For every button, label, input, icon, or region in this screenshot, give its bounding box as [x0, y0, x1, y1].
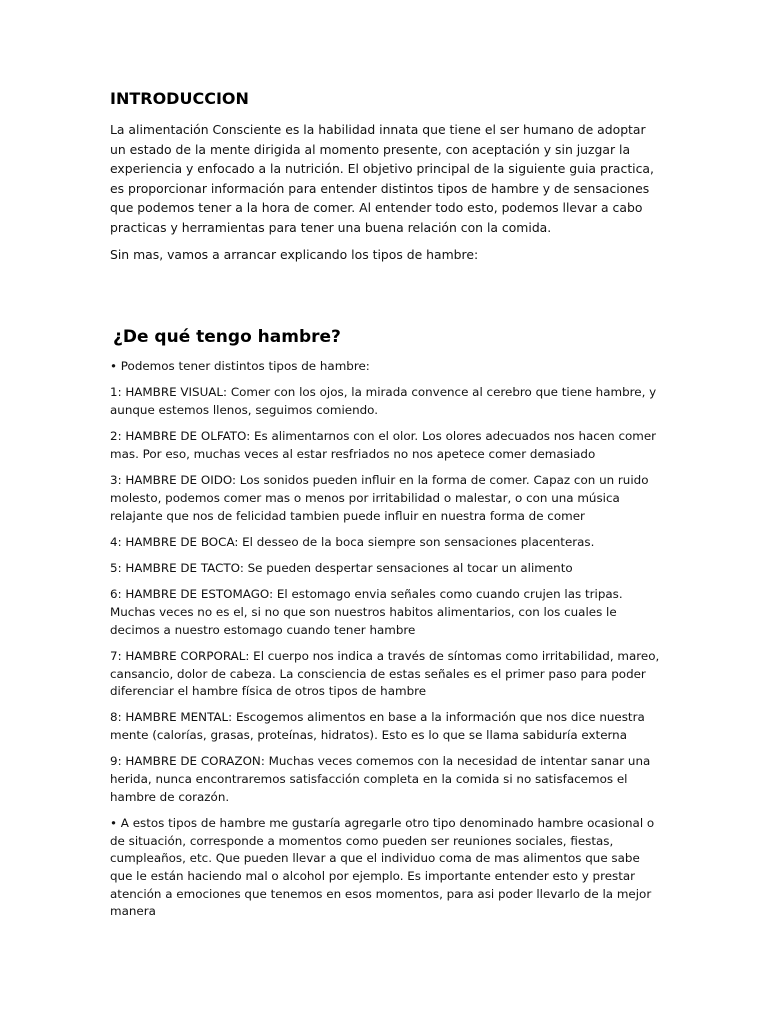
hunger-type-item: 7: HAMBRE CORPORAL: El cuerpo nos indica a través de síntomas como irritabilidad, mareo, cansancio, dolor de cabeza. La consciencia de estas señales es el primer paso para poder diferenciar el hambre física de otros tipos de hambre — [110, 648, 660, 699]
hunger-type-item: 8: HAMBRE MENTAL: Escogemos alimentos en base a la información que nos dice nuestra mente (calorías, grasas, proteínas, hidratos). Esto es lo que se llama sabiduría externa — [110, 710, 645, 743]
hunger-type-item: 2: HAMBRE DE OLFATO: Es alimentarnos con el olor. Los olores adecuados nos hacen comer mas. Por eso, muchas veces al estar resfriados no nos apetece comer demasiado — [110, 429, 657, 461]
hunger-type-item: 9: HAMBRE DE CORAZON: Muchas veces comemos con la necesidad de intentar sanar una herida, nunca encontraremos satisfacción completa en la comida si no satisfacemos el hambre de corazón. — [110, 754, 651, 804]
document-page — [110, 88, 660, 930]
hunger-type-item: 3: HAMBRE DE OIDO: Los sonidos pueden influir en la forma de comer. Capaz con un ruido molesto, podemos comer mas o menos por irritabilidad o malestar, o con una música relajante que nos de felicidad tambien puede influir en nuestra forma de comer — [110, 473, 649, 523]
section-spacer — [110, 271, 660, 325]
section-paragraph: • A estos tipos de hambre me gustaría agregarle otro tipo denominado hambre ocasional o de situación, corresponde a momentos como pueden ser reuniones sociales, fiestas, cumpleaños, etc. Que pueden llevar a que el individuo coma de mas alimentos que sabe que le están haciendo mal o alcohol por ejemplo. Es importante entender esto y prestar atención a emociones que tenemos en esos momentos, para asi poder llevarlo de la mejor manera — [110, 815, 655, 919]
hunger-type-item: 1: HAMBRE VISUAL: Comer con los ojos, la mirada convence al cerebro que tiene hambre, y aunque estemos llenos, seguimos comiendo. — [110, 385, 657, 418]
section-heading: ¿De qué tengo hambre? — [113, 327, 341, 348]
section-paragraph: • Podemos tener distintos tipos de hambre: — [110, 359, 370, 374]
hunger-type-item: 4: HAMBRE DE BOCA: El desseo de la boca siempre son sensaciones placenteras. — [110, 534, 595, 549]
intro-paragraph: Sin mas, vamos a arrancar explicando los tipos de hambre: — [110, 246, 479, 262]
intro-heading: INTRODUCCION — [110, 89, 249, 108]
intro-paragraph: La alimentación Consciente es la habilidad innata que tiene el ser humano de adoptar un estado de la mente dirigida al momento presente, con aceptación y sin juzgar la experiencia y enfocado a la nutrición. El objetivo principal de la siguiente guia practica, es proporcionar información para entender distintos tipos de hambre y de sensaciones que podemos tener a la hora de comer. Al entender todo esto, podemos llevar a cabo practicas y herramientas para tener una buena relación con la comida. — [110, 122, 654, 235]
hunger-type-item: 6: HAMBRE DE ESTOMAGO: El estomago envia señales como cuando crujen las tripas. Muchas veces no es el, si no que son nuestros habitos alimentarios, con los cuales le decimos a nuestro estomago cuando tener hambre — [110, 587, 623, 637]
hunger-type-item: 5: HAMBRE DE TACTO: Se pueden despertar sensaciones al tocar un alimento — [110, 560, 573, 575]
